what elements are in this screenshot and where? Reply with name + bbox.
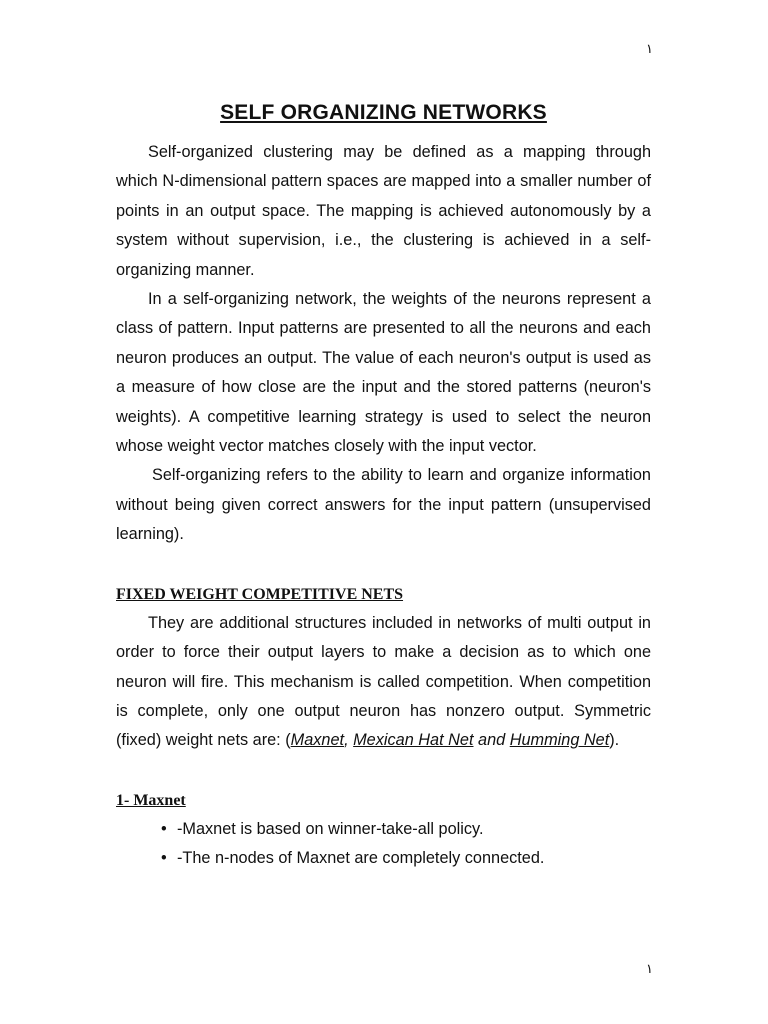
competition-text: They are additional structures included in networks of multi output in order to force their output layers to make a decision as to which one neuron will fire. This mechanism is called competition. When competition is complete, only one output neuron has nonzero output. Symmetric (fixed) weight nets are: ( — [116, 613, 651, 750]
mexican-hat-net-link[interactable]: Mexican Hat Net — [353, 731, 474, 750]
paragraph-competition — [116, 609, 651, 756]
section-heading-maxnet: 1- Maxnet — [116, 791, 186, 809]
maxnet-bullet-list — [116, 815, 651, 874]
section-heading-fixed-weight: FIXED WEIGHT COMPETITIVE NETS — [116, 585, 404, 603]
separator-comma: , — [344, 731, 354, 750]
humming-net-link[interactable]: Humming Net — [509, 731, 610, 750]
and-word: and — [473, 731, 510, 750]
page-number-bottom: ١ — [646, 962, 653, 977]
list-item: • -The n-nodes of Maxnet are completely connected. — [164, 844, 651, 873]
paragraph-self-organizing-definition: Self-organizing refers to the ability to learn and organize information without being given correct answers for the input pattern (unsupervised learning). — [116, 466, 651, 544]
paragraph-intro: Self-organized clustering may be defined as a mapping through which N-dimensional pattern spaces are mapped into a smaller number of points in an output space. The mapping is achieved autonomously by a system without supervision, i.e., the clustering is achieved in a self-organizing manner. — [116, 143, 651, 279]
maxnet-link[interactable]: Maxnet — [290, 731, 345, 750]
document-title: SELF ORGANIZING NETWORKS — [220, 101, 547, 124]
closing-paren: ). — [609, 731, 620, 750]
document-body — [116, 98, 651, 874]
paragraph-network-weights: In a self-organizing network, the weights of the neurons represent a class of pattern. Input patterns are presented to all the neurons and each neuron produces an output. The value of each neuron's output is used as a measure of how close are the input and the stored patterns (neuron's weights). A competitive learning strategy is used to select the neuron whose weight vector matches closely with the input vector. — [116, 290, 651, 456]
list-item: • -Maxnet is based on winner-take-all policy. — [164, 815, 651, 844]
page-number-top: ١ — [646, 42, 653, 57]
